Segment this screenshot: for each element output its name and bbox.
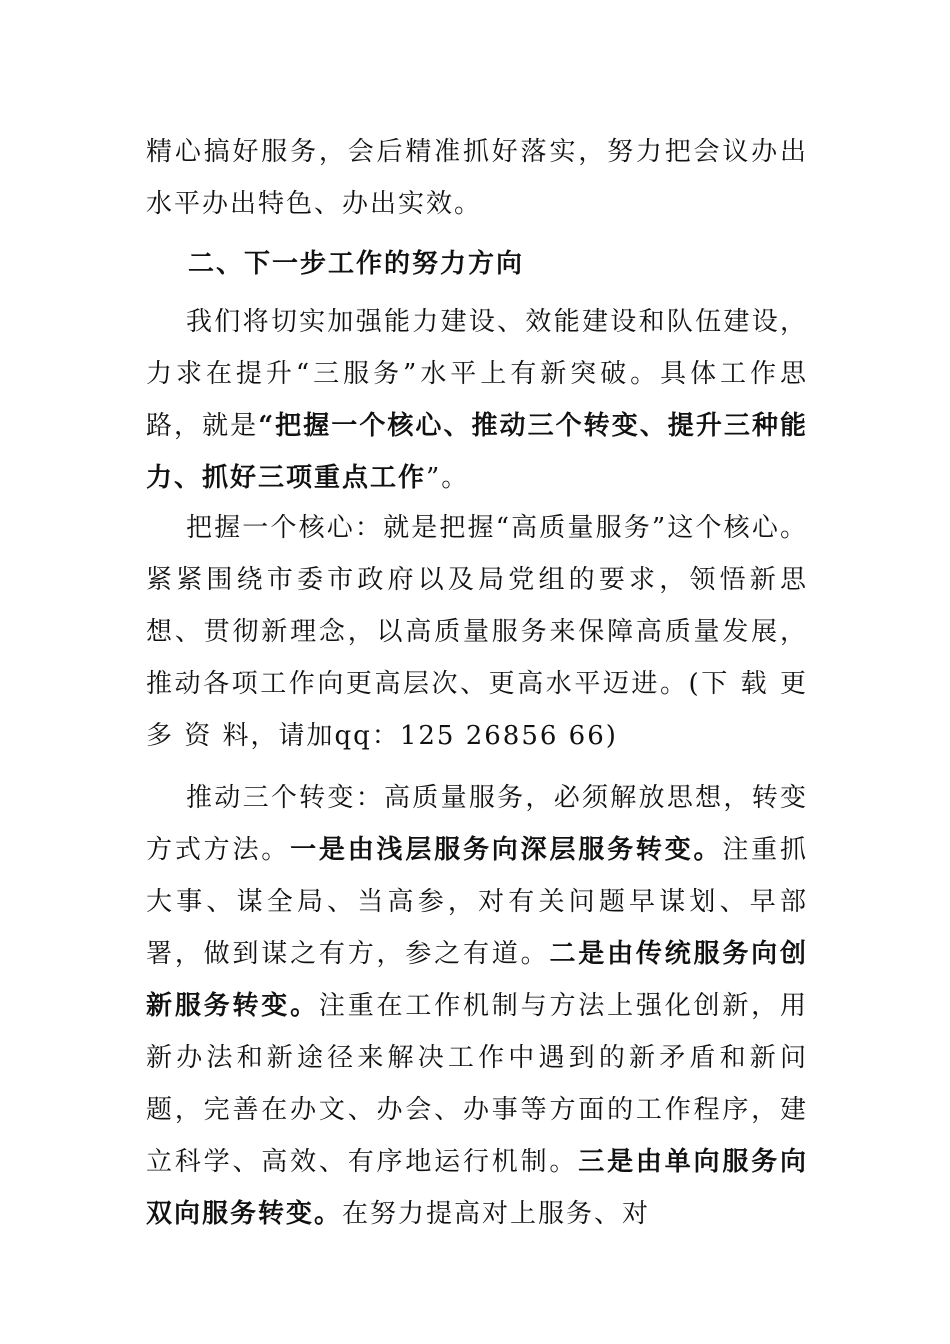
- bold-point-one: 一是由浅层服务向深层服务转变。: [290, 835, 723, 865]
- paragraph-three-transformations: [146, 772, 808, 1240]
- bold-point-two: 二是由传统服务向创新服务转变。: [146, 939, 808, 1021]
- bold-key-phrase: “把握一个核心、推动三个转变、提升三种能力、抓好三项重点工作: [146, 411, 808, 493]
- paragraph-text: 注重在工作机制与方法上强化创新，用新办法和新途径来解决工作中遇到的新矛盾和新问题，完善在办文、办会、办事等方面的工作程序，建立科学、高效、有序地运行机制。: [146, 991, 808, 1177]
- paragraph-text: 把握一个核心：就是把握“高质量服务”这个核心。紧紧围绕市委市政府以及局党组的要求，领悟新思想、贯彻新理念，以高质量服务来保障高质量发展，推动各项工作向更高层次、更高水平迈进。(下 载 更 多 资 料，请加qq：125 26856 66): [146, 513, 808, 751]
- paragraph-text-end: ”。: [426, 463, 470, 493]
- bold-point-three: 三是由单向服务向双向服务转变。: [146, 1147, 808, 1229]
- paragraph-text: 在努力提高对上服务、对: [342, 1199, 651, 1229]
- paragraph-core: [146, 502, 808, 762]
- paragraph-meeting-service: [146, 126, 808, 230]
- paragraph-text: 注重抓大事、谋全局、当高参，对有关问题早谋划、早部署，做到谋之有方，参之有道。: [146, 835, 808, 969]
- paragraph-work-ideas: [146, 296, 808, 504]
- section-heading: [188, 238, 850, 290]
- paragraph-text: 我们将切实加强能力建设、效能建设和队伍建设，力求在提升“三服务”水平上有新突破。具体工作思路，就是: [146, 307, 808, 441]
- section-heading-text: 二、下一步工作的努力方向: [188, 249, 525, 279]
- paragraph-text: 推动三个转变：高质量服务，必须解放思想，转变方式方法。: [146, 783, 808, 865]
- paragraph-text: 精心搞好服务，会后精准抓好落实，努力把会议办出水平办出特色、办出实效。: [146, 137, 808, 219]
